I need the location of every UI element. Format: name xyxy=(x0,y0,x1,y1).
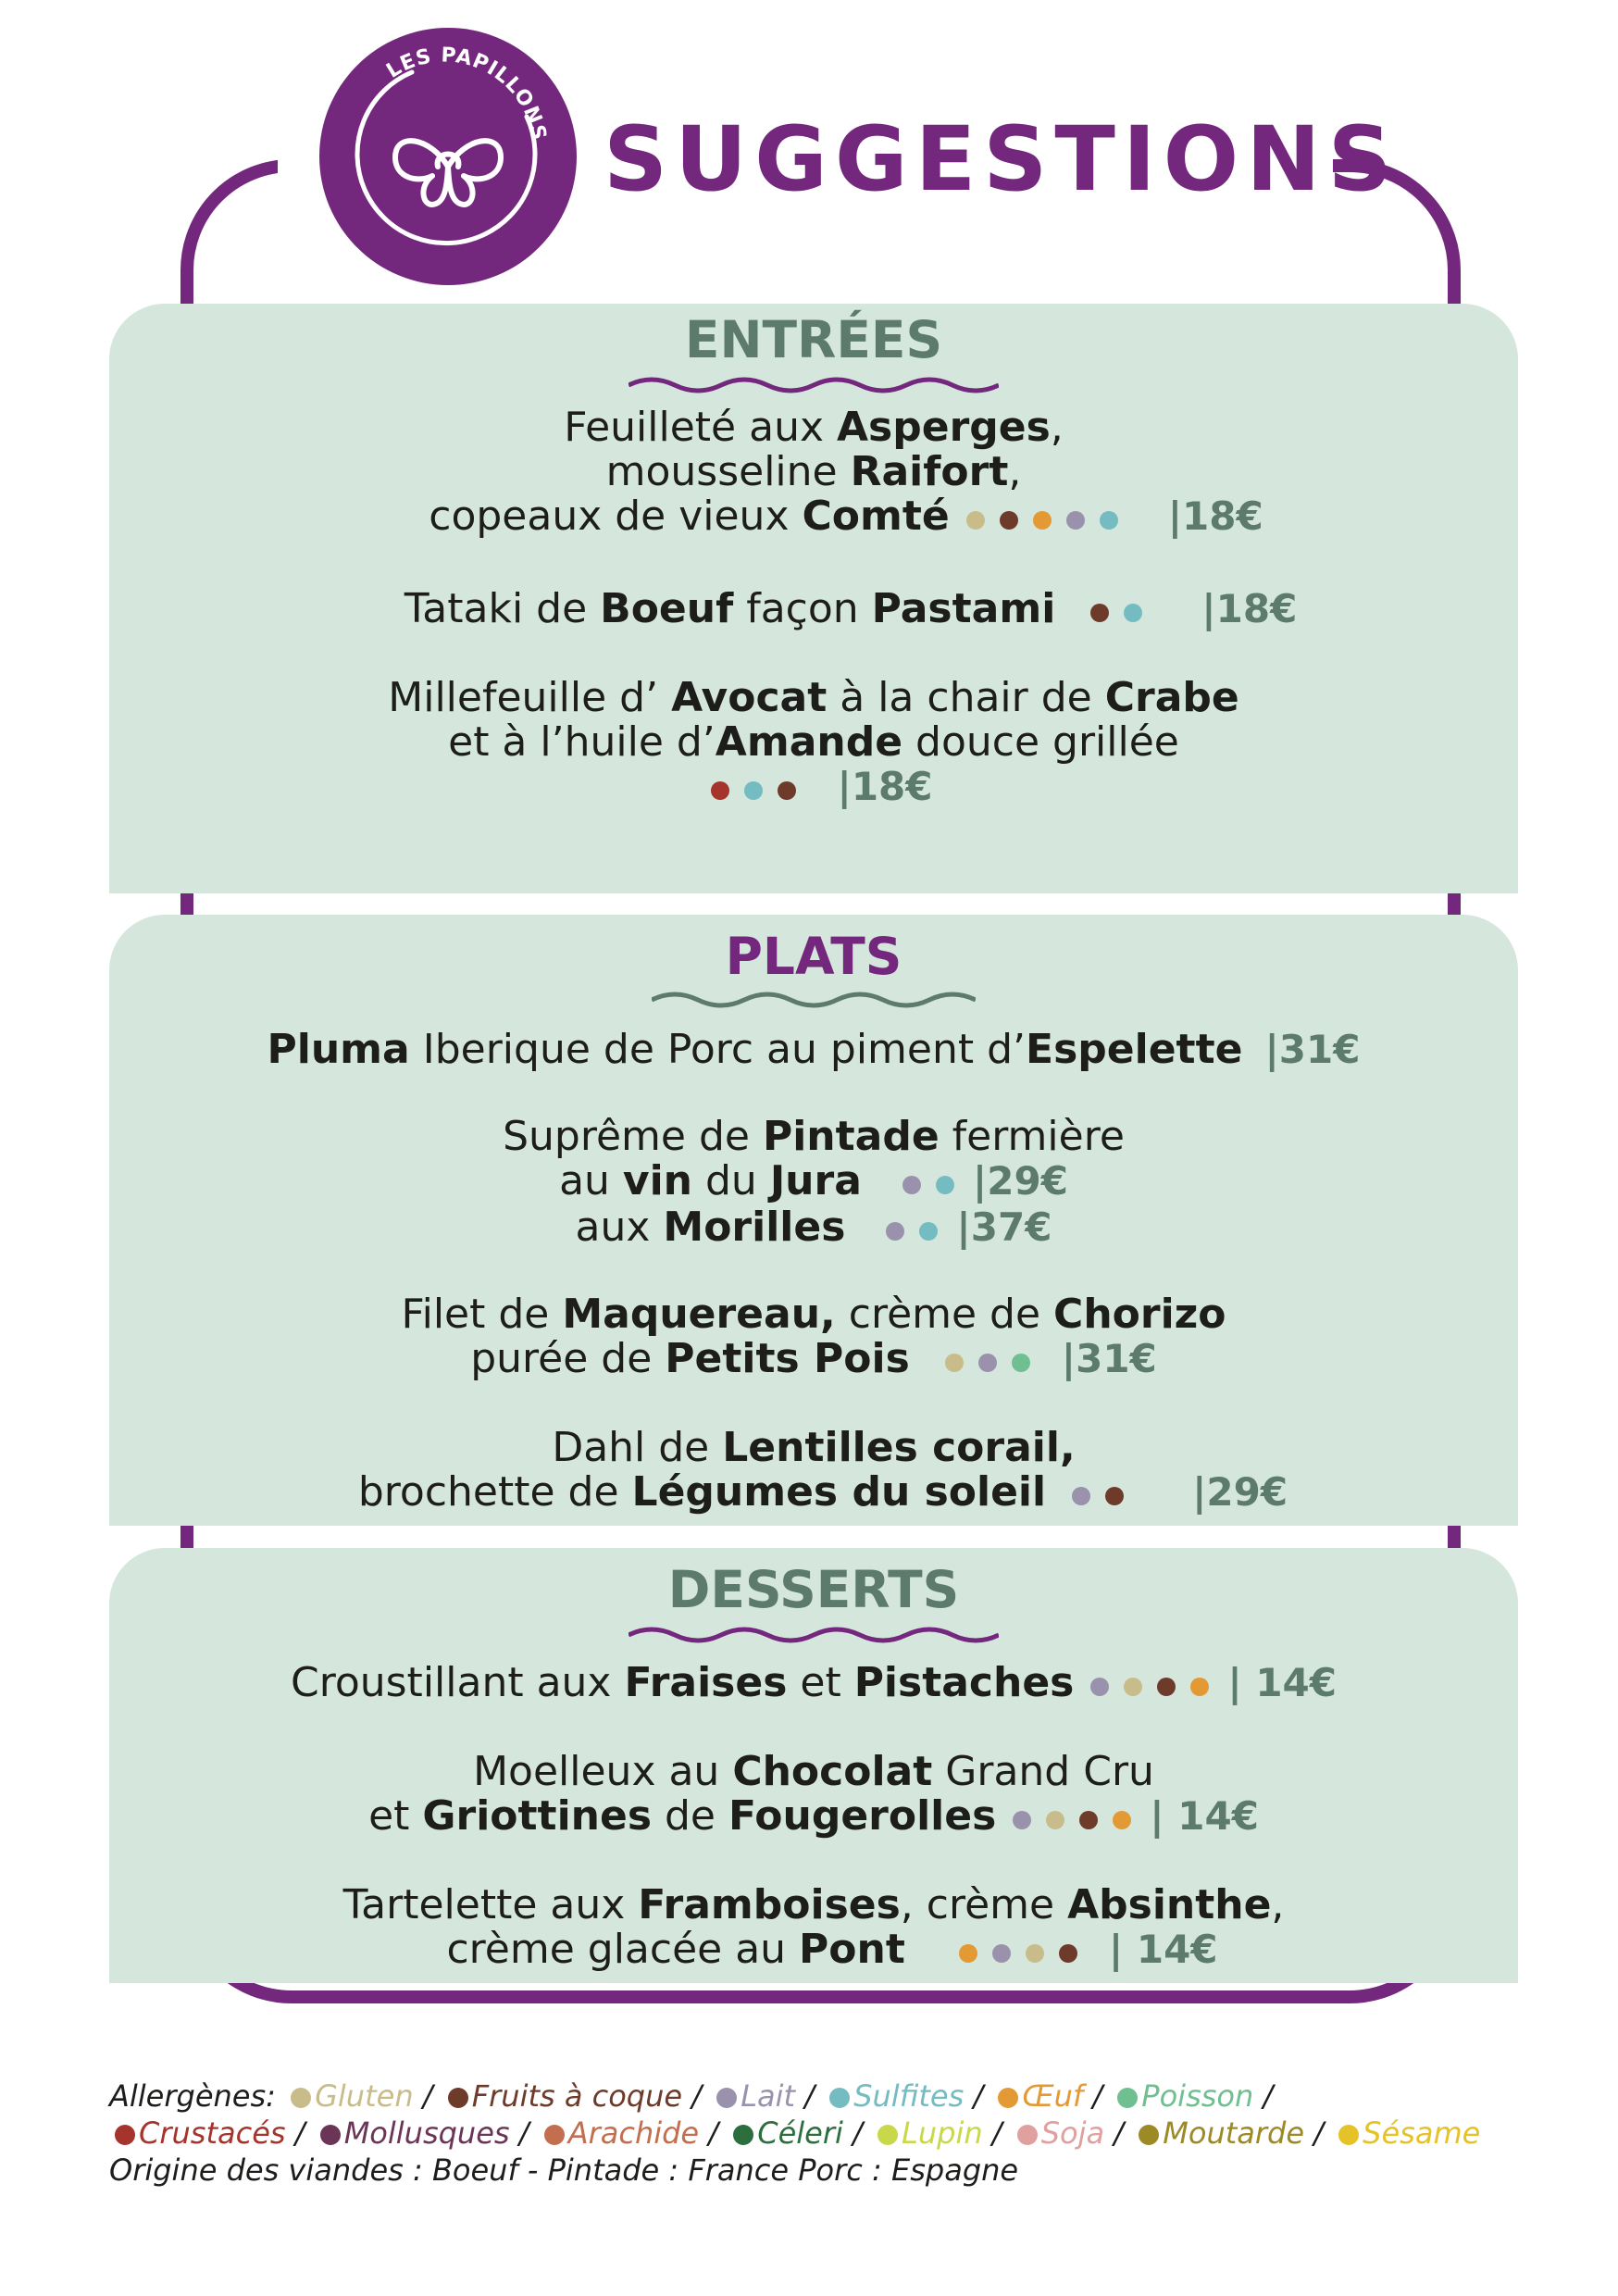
allergen-dot-lait xyxy=(1013,1811,1031,1829)
dish-line: purée de Petits Pois |31€ xyxy=(470,1335,1157,1382)
logo-brand-text: LES PAPILLONS xyxy=(382,44,551,144)
allergen-dot-oeuf xyxy=(959,1944,977,1963)
entrees-wave-divider xyxy=(629,374,999,396)
plats-wave-divider xyxy=(652,989,976,1011)
legend-item-gluten xyxy=(285,2078,413,2114)
allergen-dot-fruits-coque xyxy=(1000,511,1018,530)
allergen-dot-gluten xyxy=(1124,1678,1142,1696)
legend-label: Allergènes: xyxy=(109,2078,276,2114)
dish-price: |29€ xyxy=(972,1158,1068,1204)
legend-item-moutarde xyxy=(1133,2115,1304,2151)
allergen-dots xyxy=(1064,1472,1131,1516)
legend-item-oeuf xyxy=(992,2078,1083,2114)
dish-price: | 14€ xyxy=(1150,1793,1259,1839)
plats-panel xyxy=(109,915,1518,1526)
allergen-dot-fruits-coque xyxy=(1059,1944,1077,1963)
legend-dot xyxy=(1338,2125,1359,2145)
allergen-dot-fruits-coque xyxy=(1157,1678,1176,1696)
allergen-dot-gluten xyxy=(966,511,985,530)
dish-price: | 14€ xyxy=(1108,1927,1218,1972)
allergen-dot-fruits-coque xyxy=(1090,604,1109,622)
legend-item-crustaces xyxy=(109,2115,286,2151)
dish-line: Feuilleté aux Asperges, xyxy=(564,404,1064,451)
plats-title: PLATS xyxy=(725,927,902,986)
dish-line: mousseline Raifort, xyxy=(605,448,1022,495)
allergen-dots xyxy=(1083,589,1150,633)
legend-item-arachide xyxy=(539,2115,699,2151)
allergen-dot-lait xyxy=(1072,1487,1090,1505)
dish-price: |31€ xyxy=(1061,1336,1157,1381)
dish-asperges xyxy=(109,406,1518,541)
dish-chocolat xyxy=(109,1750,1518,1841)
legend-text: Lait xyxy=(741,2078,796,2114)
dish-price: |18€ xyxy=(1167,493,1263,539)
legend-item-lait xyxy=(711,2078,795,2114)
dish-pluma: Pluma Iberique de Porc au piment d’Espelette |31€ xyxy=(267,1026,1361,1073)
entrees-title: ENTRÉES xyxy=(684,310,943,369)
legend-text: Céleri xyxy=(757,2115,843,2151)
allergen-dot-lait xyxy=(992,1944,1011,1963)
dish-line: et à l’huile d’Amande douce grillée xyxy=(448,718,1179,766)
allergen-dots xyxy=(959,496,1126,541)
legend-items-row1: Gluten / Fruits à coque / Lait / Sulfites / Œuf / Poisson / xyxy=(285,2078,1273,2114)
dish-line: copeaux de vieux Comté |18€ xyxy=(429,493,1263,540)
allergen-dot-oeuf xyxy=(1190,1678,1209,1696)
dish-line xyxy=(109,765,1518,811)
legend-dot xyxy=(733,2125,753,2145)
allergen-dots xyxy=(878,1207,945,1252)
dish-price: | 14€ xyxy=(1227,1660,1338,1705)
allergen-dot-fruits-coque xyxy=(778,781,796,800)
legend-text: Sulfites xyxy=(853,2078,965,2114)
legend-text: Fruits à coque xyxy=(471,2078,683,2114)
dish-boeuf: Tataki de Boeuf façon Pastami |18€ xyxy=(404,585,1298,632)
dish-line: et Griottines de Fougerolles | 14€ xyxy=(368,1792,1259,1840)
legend-text: Lupin xyxy=(902,2115,983,2151)
dish-line: aux Morilles |37€ xyxy=(575,1204,1052,1251)
allergen-dot-lait xyxy=(902,1176,921,1194)
les-papillons-logo xyxy=(319,28,577,285)
legend-line xyxy=(109,2115,1553,2152)
allergen-dot-sulfites xyxy=(1124,604,1142,622)
legend-item-sesame xyxy=(1333,2115,1480,2151)
allergen-dot-oeuf xyxy=(1113,1811,1131,1829)
entrees-panel xyxy=(109,304,1518,893)
legend-text: Soja xyxy=(1040,2115,1105,2151)
allergen-dot-lait xyxy=(978,1354,997,1372)
legend-dot xyxy=(1117,2088,1138,2108)
dish-line: Suprême de Pintade fermière xyxy=(503,1113,1125,1160)
page-title: SUGGESTIONS xyxy=(604,107,1400,211)
allergen-dot-lait xyxy=(1090,1678,1109,1696)
dish-price: |37€ xyxy=(956,1204,1052,1250)
dish-line: crème glacée au Pont | 14€ xyxy=(446,1926,1218,1973)
legend-dot xyxy=(1017,2125,1038,2145)
dish-line: Millefeuille d’ Avocat à la chair de Crabe xyxy=(388,674,1239,721)
allergen-dots xyxy=(952,1929,1085,1974)
dish-line: au vin du Jura |29€ xyxy=(559,1157,1068,1204)
dish-maquereau xyxy=(109,1292,1518,1383)
legend-dot xyxy=(544,2125,565,2145)
legend-dot xyxy=(716,2088,737,2108)
dish-line: brochette de Légumes du soleil |29€ xyxy=(357,1468,1288,1516)
legend-line xyxy=(109,2078,1553,2115)
allergen-dots xyxy=(703,767,803,811)
allergen-dot-gluten xyxy=(1026,1944,1044,1963)
legend-dot xyxy=(829,2088,850,2108)
legend-dot xyxy=(115,2125,135,2145)
legend-text: Gluten xyxy=(315,2078,414,2114)
allergen-dot-gluten xyxy=(1046,1811,1064,1829)
legend-text: Sésame xyxy=(1363,2115,1481,2151)
allergen-dot-lait xyxy=(1066,511,1085,530)
legend-item-lupin xyxy=(872,2115,983,2151)
allergen-dot-sulfites xyxy=(936,1176,954,1194)
dish-price: |31€ xyxy=(1264,1027,1361,1072)
allergen-dot-poisson xyxy=(1012,1354,1030,1372)
dish-price: |29€ xyxy=(1192,1469,1288,1515)
allergen-dot-fruits-coque xyxy=(1079,1811,1098,1829)
legend-dot xyxy=(1139,2125,1159,2145)
dish-dahl xyxy=(109,1426,1518,1516)
allergen-dot-sulfites xyxy=(919,1222,938,1241)
allergen-dots xyxy=(1005,1796,1139,1841)
dish-avocat xyxy=(109,676,1518,811)
dish-framboises xyxy=(109,1883,1518,1974)
legend-dot xyxy=(448,2088,468,2108)
legend-text: Crustacés xyxy=(139,2115,286,2151)
desserts-wave-divider xyxy=(629,1624,999,1646)
legend-text: Moutarde xyxy=(1163,2115,1305,2151)
legend-text: Mollusques xyxy=(343,2115,510,2151)
dish-price: |18€ xyxy=(837,764,933,809)
legend-item-soja xyxy=(1012,2115,1104,2151)
legend-text: Œuf xyxy=(1022,2078,1084,2114)
allergen-dots xyxy=(1083,1663,1216,1707)
legend-dot xyxy=(320,2125,341,2145)
legend-dot xyxy=(998,2088,1018,2108)
allergen-legend xyxy=(109,2078,1553,2189)
dish-pintade xyxy=(109,1115,1518,1252)
legend-dot xyxy=(291,2088,311,2108)
dish-line: Tartelette aux Framboises, crème Absinthe, xyxy=(342,1881,1285,1928)
legend-item-fruits-coque xyxy=(442,2078,682,2114)
legend-item-celeri xyxy=(728,2115,843,2151)
dish-line: Filet de Maquereau, crème de Chorizo xyxy=(401,1291,1226,1338)
allergen-dot-sulfites xyxy=(1100,511,1118,530)
desserts-panel xyxy=(109,1548,1518,1983)
svg-text:LES PAPILLONS xyxy=(382,44,550,143)
allergen-dot-crustaces xyxy=(711,781,729,800)
dish-fraises: Croustillant aux Fraises et Pistaches | 14€ xyxy=(290,1659,1338,1706)
legend-items-row2: Crustacés / Mollusques / Arachide / Céleri / Lupin / Soja / Moutarde / Sésame xyxy=(109,2115,1480,2151)
legend-dot xyxy=(877,2125,898,2145)
legend-item-mollusques xyxy=(315,2115,510,2151)
allergen-dot-gluten xyxy=(945,1354,964,1372)
butterfly-logo-icon xyxy=(319,28,577,285)
desserts-title: DESSERTS xyxy=(667,1560,960,1619)
legend-item-sulfites xyxy=(824,2078,964,2114)
legend-text: Arachide xyxy=(567,2115,700,2151)
allergen-dot-oeuf xyxy=(1033,511,1052,530)
allergen-dot-fruits-coque xyxy=(1105,1487,1124,1505)
dish-price: |18€ xyxy=(1201,586,1298,631)
allergen-dot-sulfites xyxy=(744,781,763,800)
legend-item-poisson xyxy=(1112,2078,1253,2114)
dish-line: Dahl de Lentilles corail, xyxy=(552,1424,1076,1471)
allergen-dots xyxy=(938,1339,1038,1383)
legend-text: Poisson xyxy=(1141,2078,1254,2114)
allergen-dots xyxy=(895,1161,962,1205)
meat-origin: Origine des viandes : Boeuf - Pintade : France Porc : Espagne xyxy=(109,2152,1019,2188)
allergen-dot-lait xyxy=(886,1222,904,1241)
dish-line: Moelleux au Chocolat Grand Cru xyxy=(473,1748,1154,1795)
